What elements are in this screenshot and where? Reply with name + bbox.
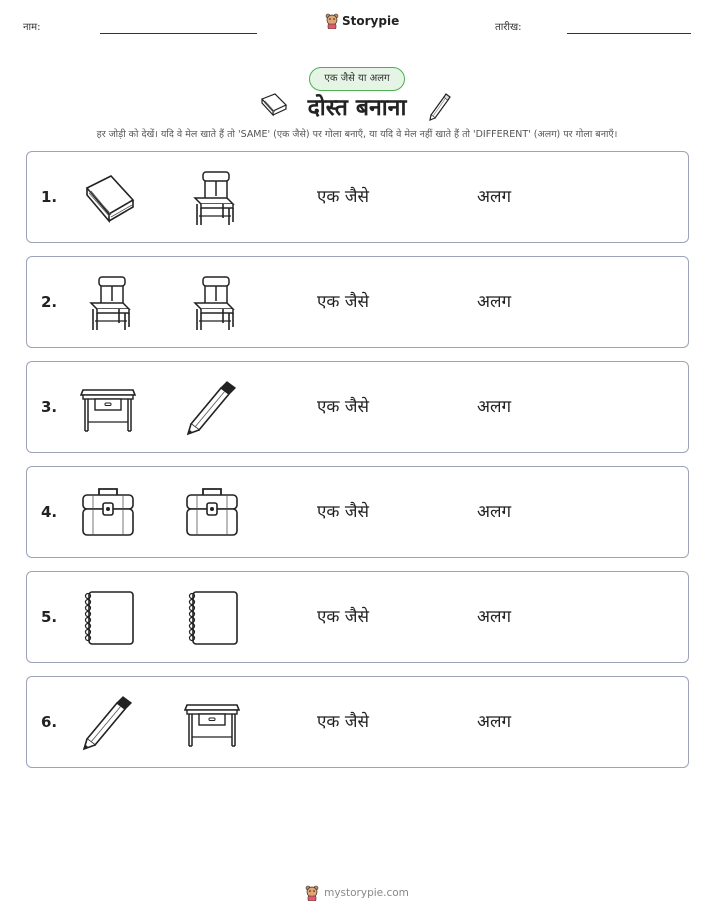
instructions-text: हर जोड़ी को देखें। यदि वे मेल खाते हैं तो 'SAME' (एक जैसे) पर गोला बनाएँ, या यदि वे मेल नहीं खाते हैं तो 'DIFFERENT' (अलग) पर गोला बनाएँ। [96, 129, 618, 140]
name-label: नाम: [23, 22, 41, 33]
desk-icon [79, 378, 139, 438]
same-option[interactable]: एक जैसे [317, 712, 369, 732]
different-option[interactable]: अलग [477, 397, 512, 417]
bear-mascot-icon [305, 885, 319, 901]
pencil-icon [426, 91, 452, 121]
date-label: तारीख: [495, 22, 522, 33]
question-number: 3. [41, 398, 58, 416]
question-number: 6. [41, 713, 58, 731]
bear-mascot-icon [325, 13, 339, 29]
chair-icon [183, 168, 243, 228]
book-icon [79, 168, 139, 228]
question-number: 2. [41, 293, 58, 311]
desk-icon [183, 693, 243, 753]
question-row [26, 361, 689, 453]
worksheet-header [0, 0, 714, 50]
pencil-icon [79, 693, 139, 753]
same-option[interactable]: एक जैसे [317, 502, 369, 522]
chair-icon [183, 273, 243, 333]
brand-logo [325, 13, 399, 29]
chair-icon [79, 273, 139, 333]
page-title: दोस्त बनाना [307, 95, 407, 121]
topic-tag: एक जैसे या अलग [309, 67, 405, 91]
question-row [26, 151, 689, 243]
brand-name: Storypie [342, 14, 400, 28]
footer-url[interactable]: mystorypie.com [324, 887, 409, 899]
notebook-icon [183, 588, 243, 648]
different-option[interactable]: अलग [477, 292, 512, 312]
question-number: 5. [41, 608, 58, 626]
date-line[interactable] [567, 33, 691, 34]
notebook-icon [79, 588, 139, 648]
footer [0, 885, 714, 901]
different-option[interactable]: अलग [477, 187, 512, 207]
different-option[interactable]: अलग [477, 607, 512, 627]
same-option[interactable]: एक जैसे [317, 292, 369, 312]
question-row [26, 466, 689, 558]
same-option[interactable]: एक जैसे [317, 607, 369, 627]
question-number: 1. [41, 188, 58, 206]
question-row [26, 571, 689, 663]
lunchbox-icon [183, 483, 243, 543]
different-option[interactable]: अलग [477, 502, 512, 522]
different-option[interactable]: अलग [477, 712, 512, 732]
question-number: 4. [41, 503, 58, 521]
same-option[interactable]: एक जैसे [317, 187, 369, 207]
lunchbox-icon [79, 483, 139, 543]
same-option[interactable]: एक जैसे [317, 397, 369, 417]
pencil-icon [183, 378, 243, 438]
question-row [26, 256, 689, 348]
name-line[interactable] [100, 33, 257, 34]
question-row [26, 676, 689, 768]
